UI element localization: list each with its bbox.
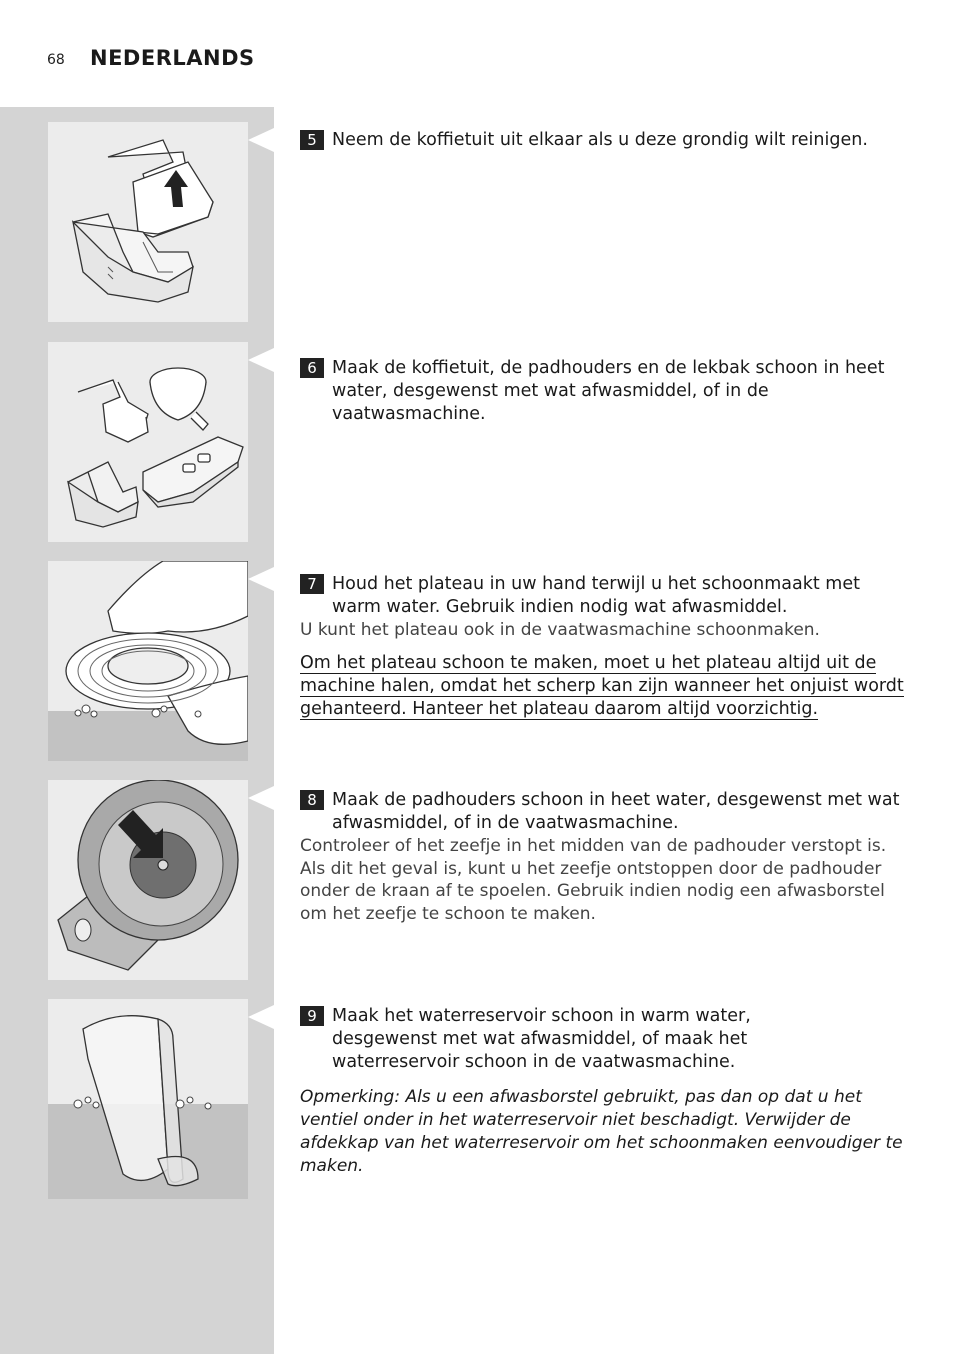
step-5 [300, 129, 912, 152]
step-subtext: U kunt het plateau ook in de vaatwasmachine schoonmaken. [300, 620, 820, 640]
spout-padholders-driptray-illustration [48, 342, 248, 542]
step-text: Neem de koffietuit uit elkaar als u deze grondig wilt reinigen. [332, 130, 868, 150]
plateau-drawing [48, 561, 248, 761]
step-instruction [300, 129, 912, 152]
padholder-drawing [48, 780, 248, 980]
step-subtext: Controleer of het zeefje in het midden van de padhouder verstopt is. Als dit het geval is, kunt u het zeefje ontstoppen door de padhouder onder de kraan af te spoelen. Gebruik indien nodig een afwasborstel om het zeefje te schoon te maken. [300, 836, 887, 924]
step-instruction [300, 789, 912, 835]
padholder-sieve-illustration [48, 780, 248, 980]
illustration-pointer [248, 348, 274, 372]
step-instruction [300, 1005, 912, 1074]
step-number-badge: 5 [300, 130, 324, 150]
coffee-spout-disassembly-illustration [48, 122, 248, 322]
step-text: Maak de koffietuit, de padhouders en de lekbak schoon in heet water, desgewenst met wat afwasmiddel, of in de vaatwasmachine. [332, 358, 885, 424]
reservoir-drawing [48, 999, 248, 1199]
note-text: Opmerking: Als u een afwasborstel gebruikt, pas dan op dat u het ventiel onder in het waterreservoir niet beschadigt. Verwijder de afdekkap van het waterreservoir om het schoonmaken eenvoudiger te maken. [300, 1087, 903, 1176]
step-6 [300, 357, 912, 426]
step-instruction [300, 573, 912, 619]
step-number-badge: 6 [300, 358, 324, 378]
illustration-pointer [248, 128, 274, 152]
step-number-badge: 9 [300, 1006, 324, 1026]
step-number-badge: 8 [300, 790, 324, 810]
step-text: Houd het plateau in uw hand terwijl u het schoonmaakt met warm water. Gebruik indien nodig wat afwasmiddel. [332, 574, 860, 617]
step-7 [300, 573, 912, 721]
step-text: Maak het waterreservoir schoon in warm water, desgewenst met wat afwasmiddel, of maak het waterreservoir schoon in de vaatwasmachine. [332, 1006, 751, 1072]
water-reservoir-washing-illustration [48, 999, 248, 1199]
illustration-pointer [248, 567, 274, 591]
step-8 [300, 789, 912, 925]
page-number: 68 [47, 52, 65, 68]
step-instruction [300, 357, 912, 426]
warning-text [300, 652, 912, 721]
warning-underlined: Om het plateau schoon te maken, moet u het plateau altijd uit de machine halen, omdat het scherp kan zijn wanneer het onjuist wordt gehanteerd. Hanteer het plateau daarom altijd voorzichtig. [300, 652, 904, 719]
step-number-badge: 7 [300, 574, 324, 594]
step-9 [300, 1005, 912, 1178]
illustration-pointer [248, 1005, 274, 1029]
plateau-washing-illustration [48, 561, 248, 761]
illustration-pointer [248, 786, 274, 810]
coffee-spout-drawing [48, 122, 248, 322]
page-title: NEDERLANDS [90, 46, 255, 70]
parts-drawing [48, 342, 248, 542]
step-text: Maak de padhouders schoon in heet water, desgewenst met wat afwasmiddel, of in de vaatwasmachine. [332, 790, 900, 833]
